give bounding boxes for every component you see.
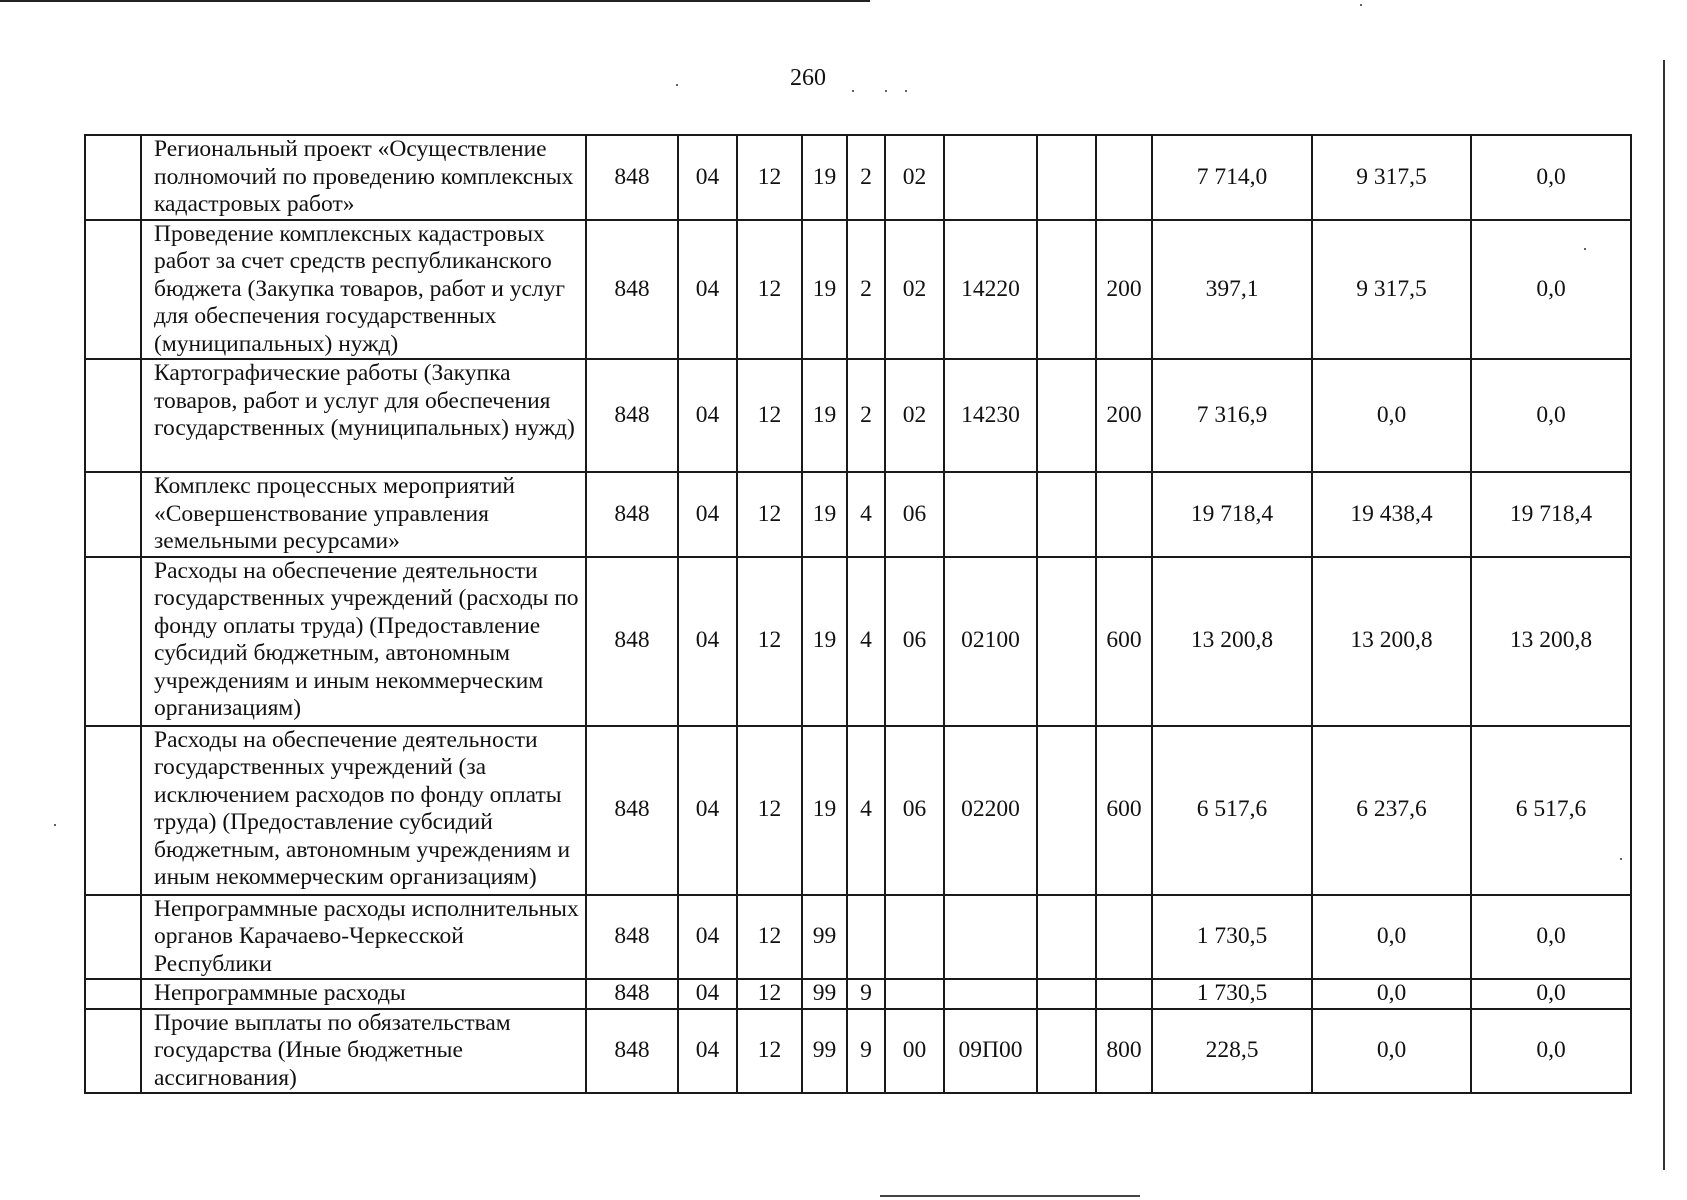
cell-subprogram-type: 2: [847, 220, 885, 360]
cell-subsection: 12: [737, 472, 802, 557]
cell-extra: [1037, 557, 1096, 726]
cell-ministry: 848: [586, 359, 678, 472]
cell-extra: [1037, 135, 1096, 220]
cell-ministry: 848: [586, 979, 678, 1009]
row-index-cell: [85, 979, 141, 1009]
scan-speck: [852, 90, 854, 92]
cell-subsection: 12: [737, 726, 802, 895]
cell-subprogram-type: 4: [847, 557, 885, 726]
cell-amount-2: 0,0: [1312, 1009, 1471, 1094]
cell-amount-3: 0,0: [1471, 895, 1631, 980]
table-row: [85, 135, 1631, 220]
cell-subprogram-type: [847, 895, 885, 980]
cell-subsection: 12: [737, 359, 802, 472]
cell-amount-2: 9 317,5: [1312, 135, 1471, 220]
cell-subsection: 12: [737, 557, 802, 726]
cell-program: 99: [802, 1009, 847, 1094]
row-name-cell: Прочие выплаты по обязательствам государства (Иные бюджетные ассигнования): [141, 1009, 586, 1094]
row-index-cell: [85, 895, 141, 980]
scan-speck: [676, 84, 678, 86]
cell-program: 19: [802, 472, 847, 557]
cell-direction: 14220: [944, 220, 1037, 360]
cell-expense-type: [1096, 135, 1152, 220]
cell-amount-1: 228,5: [1152, 1009, 1312, 1094]
table-row: [85, 726, 1631, 895]
cell-amount-3: 13 200,8: [1471, 557, 1631, 726]
cell-extra: [1037, 1009, 1096, 1094]
cell-amount-2: 0,0: [1312, 359, 1471, 472]
cell-amount-2: 0,0: [1312, 979, 1471, 1009]
row-index-cell: [85, 472, 141, 557]
cell-expense-type: 200: [1096, 359, 1152, 472]
cell-expense-type: 600: [1096, 726, 1152, 895]
cell-amount-2: 6 237,6: [1312, 726, 1471, 895]
table-row: [85, 979, 1631, 1009]
row-index-cell: [85, 726, 141, 895]
cell-amount-3: 0,0: [1471, 979, 1631, 1009]
cell-section: 04: [678, 895, 737, 980]
cell-subprogram: 00: [885, 1009, 944, 1094]
cell-subsection: 12: [737, 979, 802, 1009]
cell-direction: 09П00: [944, 1009, 1037, 1094]
top-scan-edge: [0, 0, 870, 2]
cell-program: 19: [802, 135, 847, 220]
row-index-cell: [85, 359, 141, 472]
cell-amount-2: 19 438,4: [1312, 472, 1471, 557]
cell-program: 99: [802, 895, 847, 980]
cell-amount-3: 0,0: [1471, 359, 1631, 472]
cell-subprogram-type: 4: [847, 726, 885, 895]
cell-amount-1: 7 714,0: [1152, 135, 1312, 220]
cell-subsection: 12: [737, 135, 802, 220]
cell-direction: [944, 895, 1037, 980]
scan-speck: [1360, 4, 1362, 6]
row-name-cell: Непрограммные расходы исполнительных органов Карачаево-Черкесской Республики: [141, 895, 586, 980]
table-row: [85, 557, 1631, 726]
cell-expense-type: [1096, 895, 1152, 980]
cell-direction: [944, 472, 1037, 557]
cell-amount-1: 19 718,4: [1152, 472, 1312, 557]
cell-subsection: 12: [737, 895, 802, 980]
cell-program: 19: [802, 359, 847, 472]
cell-section: 04: [678, 1009, 737, 1094]
cell-amount-3: 0,0: [1471, 135, 1631, 220]
cell-amount-2: 9 317,5: [1312, 220, 1471, 360]
cell-extra: [1037, 220, 1096, 360]
scan-speck: [885, 90, 887, 92]
cell-expense-type: [1096, 472, 1152, 557]
cell-direction: [944, 979, 1037, 1009]
cell-ministry: 848: [586, 220, 678, 360]
cell-amount-1: 1 730,5: [1152, 979, 1312, 1009]
bottom-scan-edge: [880, 1195, 1140, 1197]
cell-subprogram-type: 2: [847, 135, 885, 220]
cell-section: 04: [678, 979, 737, 1009]
cell-extra: [1037, 359, 1096, 472]
row-name-cell: Региональный проект «Осуществление полномочий по проведению комплексных кадастровых работ»: [141, 135, 586, 220]
row-index-cell: [85, 220, 141, 360]
table-row: [85, 472, 1631, 557]
row-index-cell: [85, 557, 141, 726]
cell-expense-type: 200: [1096, 220, 1152, 360]
cell-amount-3: 6 517,6: [1471, 726, 1631, 895]
cell-program: 19: [802, 557, 847, 726]
cell-program: 19: [802, 726, 847, 895]
cell-expense-type: [1096, 979, 1152, 1009]
cell-subprogram-type: 9: [847, 1009, 885, 1094]
cell-amount-3: 19 718,4: [1471, 472, 1631, 557]
cell-subprogram-type: 9: [847, 979, 885, 1009]
cell-direction: 02200: [944, 726, 1037, 895]
cell-subprogram: 02: [885, 220, 944, 360]
table-row: [85, 220, 1631, 360]
cell-amount-1: 397,1: [1152, 220, 1312, 360]
scan-speck: [54, 824, 56, 826]
table-body: [85, 135, 1631, 1093]
row-name-cell: Расходы на обеспечение деятельности государственных учреждений (за исключением расходов по фонду оплаты труда) (Предоставление субсидий бюджетным, автономным учреждениям и иным некоммерческим организациям): [141, 726, 586, 895]
cell-expense-type: 600: [1096, 557, 1152, 726]
row-name-cell: Комплекс процессных мероприятий «Совершенствование управления земельными ресурсами»: [141, 472, 586, 557]
page-number: 260: [790, 65, 826, 91]
row-name-cell: Непрограммные расходы: [141, 979, 586, 1009]
cell-amount-2: 13 200,8: [1312, 557, 1471, 726]
cell-subsection: 12: [737, 1009, 802, 1094]
table-row: [85, 895, 1631, 980]
cell-ministry: 848: [586, 1009, 678, 1094]
cell-direction: [944, 135, 1037, 220]
cell-amount-2: 0,0: [1312, 895, 1471, 980]
cell-ministry: 848: [586, 135, 678, 220]
budget-table: [84, 134, 1632, 1094]
table-row: [85, 359, 1631, 472]
cell-ministry: 848: [586, 472, 678, 557]
cell-extra: [1037, 979, 1096, 1009]
cell-subprogram-type: 4: [847, 472, 885, 557]
cell-subprogram: 06: [885, 557, 944, 726]
right-scan-edge: [1663, 60, 1665, 1170]
cell-section: 04: [678, 135, 737, 220]
row-name-cell: Картографические работы (Закупка товаров, работ и услуг для обеспечения государственных (муниципальных) нужд): [141, 359, 586, 472]
scan-speck: [905, 90, 907, 92]
cell-amount-3: 0,0: [1471, 1009, 1631, 1094]
cell-program: 19: [802, 220, 847, 360]
cell-amount-1: 1 730,5: [1152, 895, 1312, 980]
cell-extra: [1037, 472, 1096, 557]
row-index-cell: [85, 1009, 141, 1094]
cell-subprogram-type: 2: [847, 359, 885, 472]
cell-subprogram: 02: [885, 359, 944, 472]
cell-ministry: 848: [586, 895, 678, 980]
cell-subprogram: 06: [885, 726, 944, 895]
table-row: [85, 1009, 1631, 1094]
cell-amount-3: 0,0: [1471, 220, 1631, 360]
cell-section: 04: [678, 557, 737, 726]
cell-amount-1: 7 316,9: [1152, 359, 1312, 472]
cell-program: 99: [802, 979, 847, 1009]
cell-ministry: 848: [586, 557, 678, 726]
cell-subsection: 12: [737, 220, 802, 360]
cell-extra: [1037, 726, 1096, 895]
row-index-cell: [85, 135, 141, 220]
cell-ministry: 848: [586, 726, 678, 895]
row-name-cell: Проведение комплексных кадастровых работ за счет средств республиканского бюджета (Закупка товаров, работ и услуг для обеспечения государственных (муниципальных) нужд): [141, 220, 586, 360]
cell-amount-1: 6 517,6: [1152, 726, 1312, 895]
cell-section: 04: [678, 359, 737, 472]
cell-amount-1: 13 200,8: [1152, 557, 1312, 726]
cell-subprogram: [885, 895, 944, 980]
cell-section: 04: [678, 472, 737, 557]
cell-subprogram: 06: [885, 472, 944, 557]
cell-subprogram: [885, 979, 944, 1009]
cell-subprogram: 02: [885, 135, 944, 220]
cell-extra: [1037, 895, 1096, 980]
cell-section: 04: [678, 726, 737, 895]
cell-direction: 14230: [944, 359, 1037, 472]
cell-expense-type: 800: [1096, 1009, 1152, 1094]
cell-direction: 02100: [944, 557, 1037, 726]
row-name-cell: Расходы на обеспечение деятельности государственных учреждений (расходы по фонду оплаты труда) (Предоставление субсидий бюджетным, автономным учреждениям и иным некоммерческим организациям): [141, 557, 586, 726]
cell-section: 04: [678, 220, 737, 360]
